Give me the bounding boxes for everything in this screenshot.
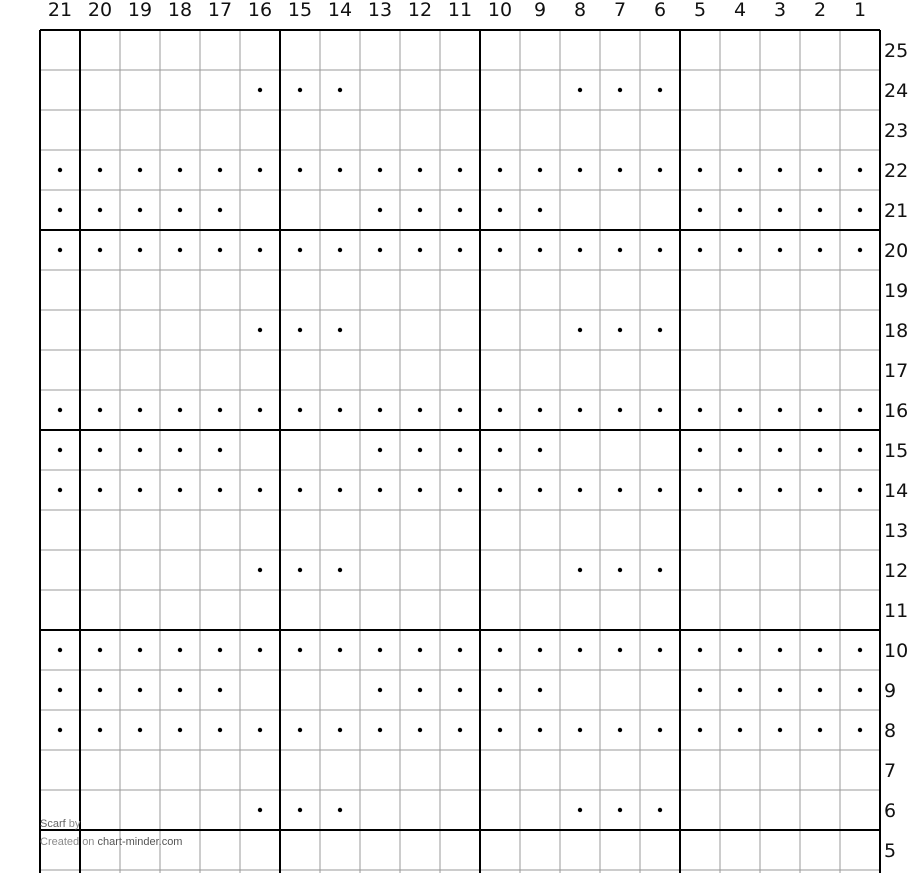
stitch-dot <box>298 248 302 252</box>
stitch-dot <box>58 208 62 212</box>
stitch-dot <box>618 328 622 332</box>
column-label-top: 16 <box>247 0 273 21</box>
stitch-dot <box>538 728 542 732</box>
stitch-dot <box>778 688 782 692</box>
stitch-dot <box>578 248 582 252</box>
stitch-dot <box>658 88 662 92</box>
stitch-dot <box>418 448 422 452</box>
stitch-dot <box>378 248 382 252</box>
column-label-top: 5 <box>693 0 707 21</box>
stitch-dot <box>618 88 622 92</box>
stitch-dot <box>578 808 582 812</box>
stitch-dot <box>98 728 102 732</box>
stitch-dot <box>458 488 462 492</box>
stitch-dot <box>418 688 422 692</box>
stitch-dot <box>58 408 62 412</box>
column-label-top: 6 <box>653 0 667 21</box>
row-label: 19 <box>884 280 909 302</box>
column-label-top: 3 <box>773 0 787 21</box>
stitch-dot <box>858 648 862 652</box>
stitch-dot <box>498 648 502 652</box>
stitch-dot <box>738 648 742 652</box>
column-label-top: 12 <box>407 0 433 21</box>
stitch-dot <box>58 648 62 652</box>
stitch-dot <box>258 408 262 412</box>
stitch-dot <box>658 568 662 572</box>
stitch-dot <box>658 728 662 732</box>
column-label-top: 9 <box>533 0 547 21</box>
stitch-dot <box>138 168 142 172</box>
stitch-dot <box>738 408 742 412</box>
row-label: 18 <box>884 320 909 342</box>
stitch-dot <box>498 728 502 732</box>
stitch-dot <box>178 728 182 732</box>
stitch-dot <box>218 488 222 492</box>
stitch-dot <box>778 248 782 252</box>
stitch-dot <box>298 88 302 92</box>
stitch-dot <box>218 688 222 692</box>
stitch-dot <box>378 488 382 492</box>
row-label: 17 <box>884 360 909 382</box>
stitch-dot <box>138 448 142 452</box>
stitch-dot <box>578 168 582 172</box>
column-label-top: 7 <box>613 0 627 21</box>
created-on-line <box>40 836 182 848</box>
stitch-dot <box>538 168 542 172</box>
stitch-dot <box>458 408 462 412</box>
stitch-dot <box>618 568 622 572</box>
stitch-dot <box>338 248 342 252</box>
chart-title: Scarf <box>40 818 66 830</box>
stitch-dot <box>498 168 502 172</box>
stitch-dot <box>858 448 862 452</box>
column-label-top: 21 <box>47 0 73 21</box>
stitch-dot <box>218 248 222 252</box>
column-label-top: 17 <box>207 0 233 21</box>
stitch-dot <box>218 728 222 732</box>
row-label: 13 <box>884 520 909 542</box>
stitch-dot <box>258 328 262 332</box>
row-label: 12 <box>884 560 909 582</box>
stitch-dot <box>458 168 462 172</box>
stitch-dot <box>538 408 542 412</box>
stitch-dot <box>578 728 582 732</box>
stitch-dot <box>258 808 262 812</box>
stitch-dot <box>738 248 742 252</box>
stitch-dot <box>338 328 342 332</box>
stitch-dot <box>498 248 502 252</box>
stitch-dot <box>98 248 102 252</box>
stitch-dot <box>578 328 582 332</box>
stitch-dot <box>338 568 342 572</box>
stitch-dot <box>818 728 822 732</box>
stitch-dot <box>218 448 222 452</box>
column-label-top: 19 <box>127 0 153 21</box>
row-label: 11 <box>884 600 909 622</box>
column-label-top: 4 <box>733 0 747 21</box>
stitch-dot <box>298 648 302 652</box>
stitch-dot <box>298 328 302 332</box>
stitch-dot <box>178 408 182 412</box>
row-label: 25 <box>884 40 909 62</box>
column-label-top: 2 <box>813 0 827 21</box>
row-label: 5 <box>884 840 897 862</box>
stitch-dot <box>378 208 382 212</box>
stitch-dot <box>618 408 622 412</box>
stitch-dot <box>298 808 302 812</box>
stitch-dot <box>258 568 262 572</box>
stitch-dot <box>818 488 822 492</box>
row-label: 15 <box>884 440 909 462</box>
stitch-dot <box>418 488 422 492</box>
column-label-top: 20 <box>87 0 113 21</box>
stitch-dot <box>778 448 782 452</box>
stitch-dot <box>418 648 422 652</box>
row-label: 7 <box>884 760 897 782</box>
stitch-dot <box>778 168 782 172</box>
stitch-dot <box>818 248 822 252</box>
stitch-dot <box>738 688 742 692</box>
stitch-dot <box>178 208 182 212</box>
column-label-top: 14 <box>327 0 353 21</box>
row-label: 22 <box>884 160 909 182</box>
stitch-dot <box>698 728 702 732</box>
column-label-top: 13 <box>367 0 393 21</box>
stitch-dot <box>698 408 702 412</box>
stitch-dot <box>178 448 182 452</box>
stitch-dot <box>338 648 342 652</box>
stitch-dot <box>378 448 382 452</box>
stitch-dot <box>458 208 462 212</box>
stitch-dot <box>58 728 62 732</box>
stitch-dot <box>338 488 342 492</box>
stitch-dot <box>858 408 862 412</box>
stitch-dot <box>618 808 622 812</box>
stitch-dot <box>858 208 862 212</box>
stitch-dot <box>58 688 62 692</box>
stitch-dot <box>418 208 422 212</box>
stitch-dot <box>138 248 142 252</box>
stitch-dot <box>98 408 102 412</box>
stitch-dot <box>458 448 462 452</box>
stitch-dot <box>378 648 382 652</box>
row-label: 10 <box>884 640 909 662</box>
row-label: 20 <box>884 240 909 262</box>
stitch-dot <box>218 408 222 412</box>
stitch-dot <box>698 688 702 692</box>
stitch-dot <box>578 408 582 412</box>
stitch-dot <box>458 648 462 652</box>
stitch-dot <box>98 208 102 212</box>
stitch-dot <box>538 688 542 692</box>
row-label: 9 <box>884 680 897 702</box>
stitch-dot <box>418 168 422 172</box>
stitch-dot <box>338 168 342 172</box>
stitch-dot <box>538 648 542 652</box>
row-label: 21 <box>884 200 909 222</box>
stitch-dot <box>858 168 862 172</box>
stitch-dot <box>618 248 622 252</box>
stitch-dot <box>778 648 782 652</box>
stitch-dot <box>818 168 822 172</box>
stitch-dot <box>98 688 102 692</box>
row-label: 14 <box>884 480 909 502</box>
stitch-dot <box>778 208 782 212</box>
stitch-dot <box>818 408 822 412</box>
stitch-dot <box>578 568 582 572</box>
column-label-top: 18 <box>167 0 193 21</box>
stitch-dot <box>818 448 822 452</box>
stitch-dot <box>658 648 662 652</box>
stitch-dot <box>98 448 102 452</box>
stitch-dot <box>138 488 142 492</box>
column-label-top: 8 <box>573 0 587 21</box>
stitch-dot <box>58 248 62 252</box>
row-label: 16 <box>884 400 909 422</box>
stitch-dot <box>698 248 702 252</box>
stitch-dot <box>178 248 182 252</box>
stitch-dot <box>658 248 662 252</box>
column-label-top: 1 <box>853 0 867 21</box>
stitch-dot <box>618 168 622 172</box>
stitch-dot <box>58 168 62 172</box>
stitch-dot <box>298 168 302 172</box>
row-label: 24 <box>884 80 909 102</box>
row-label: 23 <box>884 120 909 142</box>
stitch-dot <box>98 488 102 492</box>
stitch-dot <box>258 168 262 172</box>
stitch-dot <box>418 248 422 252</box>
stitch-dot <box>498 488 502 492</box>
stitch-dot <box>858 488 862 492</box>
stitch-dot <box>658 488 662 492</box>
stitch-dot <box>338 408 342 412</box>
column-label-top: 11 <box>447 0 473 21</box>
stitch-dot <box>458 728 462 732</box>
stitch-dot <box>58 448 62 452</box>
column-label-top: 10 <box>487 0 513 21</box>
stitch-dot <box>698 448 702 452</box>
stitch-dot <box>618 728 622 732</box>
stitch-dot <box>658 168 662 172</box>
stitch-dot <box>738 448 742 452</box>
stitch-dot <box>498 408 502 412</box>
stitch-dot <box>698 208 702 212</box>
stitch-dot <box>298 728 302 732</box>
site-link[interactable]: chart-minder.com <box>97 836 183 848</box>
stitch-dot <box>538 488 542 492</box>
stitch-dot <box>658 808 662 812</box>
stitch-dot <box>778 408 782 412</box>
stitch-dot <box>578 488 582 492</box>
stitch-dot <box>258 728 262 732</box>
stitch-dot <box>738 488 742 492</box>
stitch-dot <box>138 208 142 212</box>
stitch-dot <box>218 168 222 172</box>
stitch-dot <box>378 728 382 732</box>
stitch-dot <box>498 448 502 452</box>
created-on-text: Created on <box>40 836 95 848</box>
credit-by-text: by <box>68 818 81 830</box>
stitch-dot <box>138 728 142 732</box>
stitch-dot <box>178 168 182 172</box>
row-label: 6 <box>884 800 897 822</box>
stitch-dot <box>378 688 382 692</box>
stitch-dot <box>818 208 822 212</box>
stitch-dot <box>498 208 502 212</box>
stitch-dot <box>418 408 422 412</box>
stitch-dot <box>218 208 222 212</box>
stitch-dot <box>538 448 542 452</box>
stitch-dot <box>578 648 582 652</box>
stitch-dot <box>578 88 582 92</box>
stitch-dot <box>98 168 102 172</box>
chart-labels <box>48 0 908 873</box>
stitch-dot <box>298 408 302 412</box>
stitch-dot <box>698 648 702 652</box>
stitch-dot <box>178 488 182 492</box>
stitch-dot <box>658 328 662 332</box>
stitch-dot <box>858 688 862 692</box>
stitch-dot <box>698 488 702 492</box>
stitch-dot <box>258 88 262 92</box>
stitch-dot <box>858 248 862 252</box>
stitch-dot <box>178 688 182 692</box>
stitch-dot <box>778 488 782 492</box>
stitch-dot <box>378 168 382 172</box>
column-label-top: 15 <box>287 0 313 21</box>
stitch-dot <box>458 248 462 252</box>
stitch-dot <box>698 168 702 172</box>
stitch-dot <box>338 808 342 812</box>
stitch-dot <box>458 688 462 692</box>
stitch-dot <box>538 208 542 212</box>
stitch-dot <box>258 248 262 252</box>
stitch-dot <box>378 408 382 412</box>
stitch-dot <box>858 728 862 732</box>
chart-credit <box>40 818 80 830</box>
stitch-dot <box>538 248 542 252</box>
stitch-dot <box>218 648 222 652</box>
stitch-dot <box>738 168 742 172</box>
stitch-dot <box>778 728 782 732</box>
stitch-dot <box>258 488 262 492</box>
stitch-dot <box>138 688 142 692</box>
stitch-dot <box>338 728 342 732</box>
stitch-dot <box>618 488 622 492</box>
stitch-dot <box>338 88 342 92</box>
stitch-dot <box>498 688 502 692</box>
stitch-dot <box>738 728 742 732</box>
stitch-dot <box>818 648 822 652</box>
stitch-dot <box>138 648 142 652</box>
stitch-dot <box>258 648 262 652</box>
stitch-dot <box>738 208 742 212</box>
stitch-dot <box>98 648 102 652</box>
stitch-dot <box>418 728 422 732</box>
stitch-dot <box>298 488 302 492</box>
stitch-dot <box>178 648 182 652</box>
stitch-dot <box>658 408 662 412</box>
stitch-symbols <box>58 88 862 873</box>
stitch-dot <box>818 688 822 692</box>
stitch-dot <box>138 408 142 412</box>
row-label: 8 <box>884 720 897 742</box>
stitch-dot <box>618 648 622 652</box>
stitch-dot <box>298 568 302 572</box>
stitch-dot <box>58 488 62 492</box>
